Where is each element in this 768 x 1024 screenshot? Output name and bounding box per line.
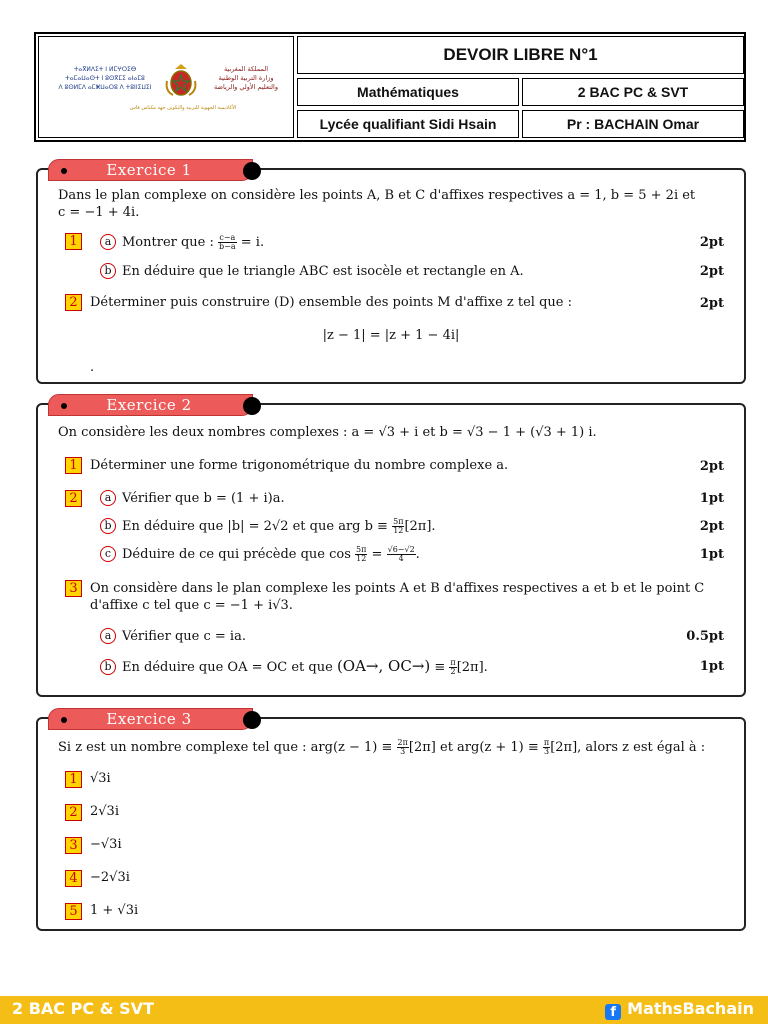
question-number: 3 xyxy=(65,580,82,597)
ex1-equation: |z − 1| = |z + 1 − 4i| xyxy=(322,328,460,343)
points: 2pt xyxy=(699,459,724,474)
ex1-intro-line1: Dans le plan complexe on considère les points A, B et C d'affixes respectives a = 1, b = 5 + 2i et xyxy=(58,188,696,203)
text: [2π] et arg(z + 1) ≡ xyxy=(408,740,539,755)
text: Déduire de ce qui précède que cos xyxy=(122,547,351,562)
text: [2π]. xyxy=(404,519,436,534)
fraction: $\frac{\pi}{3}$ xyxy=(543,738,550,756)
text: ≡ xyxy=(434,660,446,675)
points: 2pt xyxy=(699,296,724,311)
academy-logo xyxy=(38,36,294,138)
moroccan-emblem-icon xyxy=(161,61,201,101)
option-text: −√3i xyxy=(90,837,122,852)
option-number: 3 xyxy=(65,837,82,854)
exercise-2-title: Exercice 2 xyxy=(106,396,192,414)
exercise-3-tab xyxy=(48,708,253,730)
points: 2pt xyxy=(699,519,724,534)
exercise-3-title: Exercice 3 xyxy=(106,710,192,728)
option-text: −2√3i xyxy=(90,870,130,885)
fraction: $\frac{√6-√2}{4}$ xyxy=(387,545,415,563)
exam-title: DEVOIR LIBRE N°1 xyxy=(297,36,744,74)
text: En déduire que le triangle ABC est isocèle et rectangle en A. xyxy=(122,264,524,279)
text: Vérifier que b = (1 + i)a. xyxy=(122,491,285,506)
points: 1pt xyxy=(699,491,724,506)
level-cell: 2 BAC PC & SVT xyxy=(522,78,744,106)
fraction: $\frac{c-a}{b-a}$ xyxy=(219,233,236,251)
option-text: 1 + √3i xyxy=(90,903,139,918)
option-text: 2√3i xyxy=(90,804,119,819)
ex2-q2b xyxy=(100,518,436,535)
tab-end-dot-icon xyxy=(243,711,261,729)
question-number: 1 xyxy=(65,233,82,250)
footer-bar xyxy=(0,996,768,1024)
text: = i. xyxy=(240,235,265,250)
text: . xyxy=(415,547,420,562)
logo-arabic-text: المملكة المغربية وزارة التربية الوطنية والتعليم الأولي والرياضة xyxy=(214,65,278,91)
footer-brand[interactable] xyxy=(605,999,754,1020)
question-number: 1 xyxy=(65,457,82,474)
option-text: √3i xyxy=(90,771,111,786)
points: 1pt xyxy=(699,547,724,562)
text: = xyxy=(371,547,383,562)
ex1-q1a xyxy=(100,234,264,251)
fraction: $\frac{\pi}{2}$ xyxy=(450,658,456,676)
sub-letter: c xyxy=(100,546,116,562)
option-number: 1 xyxy=(65,771,82,788)
ex1-intro-line2: c = −1 + 4i. xyxy=(58,205,140,220)
vector-angle: (OA→, OC→) xyxy=(336,657,431,675)
tab-end-dot-icon xyxy=(243,397,261,415)
logo-academy-line: الأكاديمية الجهوية للتربية والتكوين جهة مكناس فاس xyxy=(129,105,237,111)
ex1-q2: Déterminer puis construire (D) ensemble des points M d'affixe z tel que : xyxy=(90,295,572,310)
option-number: 2 xyxy=(65,804,82,821)
school-cell: Lycée qualifiant Sidi Hsain xyxy=(297,110,519,138)
fraction: $\frac{5\pi}{12}$ xyxy=(393,517,404,535)
points: 2pt xyxy=(699,264,724,279)
option-number: 5 xyxy=(65,903,82,920)
exercise-2-tab xyxy=(48,394,253,416)
points: 2pt xyxy=(699,235,724,250)
text: [2π], alors z est égal à : xyxy=(550,740,706,755)
text: Montrer que : xyxy=(122,235,214,250)
sub-letter: a xyxy=(100,234,116,250)
option-number: 4 xyxy=(65,870,82,887)
ex2-q2c xyxy=(100,546,420,563)
sub-letter: b xyxy=(100,263,116,279)
exercise-1-tab xyxy=(48,159,253,181)
facebook-icon: f xyxy=(605,1004,621,1020)
ex2-q2a xyxy=(100,490,285,507)
tab-end-dot-icon xyxy=(243,162,261,180)
points: 1pt xyxy=(699,659,724,674)
text: En déduire que |b| = 2√2 et que arg b ≡ xyxy=(122,519,388,534)
ex2-intro: On considère les deux nombres complexes : a = √3 + i et b = √3 − 1 + (√3 + 1) i. xyxy=(58,425,597,440)
teacher-cell: Pr : BACHAIN Omar xyxy=(522,110,744,138)
ex2-q3b xyxy=(100,658,488,676)
text: Vérifier que c = ia. xyxy=(122,629,246,644)
logo-tifinagh-text: ⵜⴰⴳⵍⴷⵉⵜ ⵏ ⵍⵎⵖⵔⵉⴱ ⵜⴰⵎⴰⵡⴰⵙⵜ ⵏ ⵓⵙⴳⵎⵉ ⴰⵏⴰⵎⵓ ⴷ ⵓⵙⵍⵎⴷ ⴰⵎⵥⵡⴰⵔⵓ ⴷ ⵜⵓⵏⵏⵉⵡⵉⵏ xyxy=(58,66,152,91)
header-table xyxy=(34,32,746,142)
sub-letter: a xyxy=(100,628,116,644)
exercise-2-box xyxy=(36,396,746,697)
ex3-intro xyxy=(58,739,705,756)
exercise-3-box xyxy=(36,710,746,931)
sub-letter: a xyxy=(100,490,116,506)
question-number: 2 xyxy=(65,490,82,507)
footer-level: 2 BAC PC & SVT xyxy=(12,999,154,1018)
subject-cell: Mathématiques xyxy=(297,78,519,106)
question-number: 2 xyxy=(65,294,82,311)
points: 0.5pt xyxy=(686,629,724,644)
text: Si z est un nombre complexe tel que : arg(z − 1) ≡ xyxy=(58,740,393,755)
sub-letter: b xyxy=(100,659,116,675)
ex2-q3a xyxy=(100,628,246,645)
ex2-q3-line2: d'affixe c tel que c = −1 + i√3. xyxy=(90,598,293,613)
ex2-q3-line1: On considère dans le plan complexe les points A et B d'affixes respectives a et b et le point C xyxy=(90,581,705,596)
text: [2π]. xyxy=(456,660,488,675)
footer-brand-label: MathsBachain xyxy=(627,999,754,1018)
exercise-1-title: Exercice 1 xyxy=(106,161,192,179)
text: En déduire que OA = OC et que xyxy=(122,660,333,675)
ex1-q1b xyxy=(100,263,524,280)
sub-letter: b xyxy=(100,518,116,534)
ex2-q1: Déterminer une forme trigonométrique du nombre complexe a. xyxy=(90,458,509,473)
fraction: $\frac{5\pi}{12}$ xyxy=(356,545,367,563)
exercise-1-box xyxy=(36,161,746,384)
ex1-dot: . xyxy=(90,360,95,375)
fraction: $\frac{2\pi}{3}$ xyxy=(397,738,408,756)
